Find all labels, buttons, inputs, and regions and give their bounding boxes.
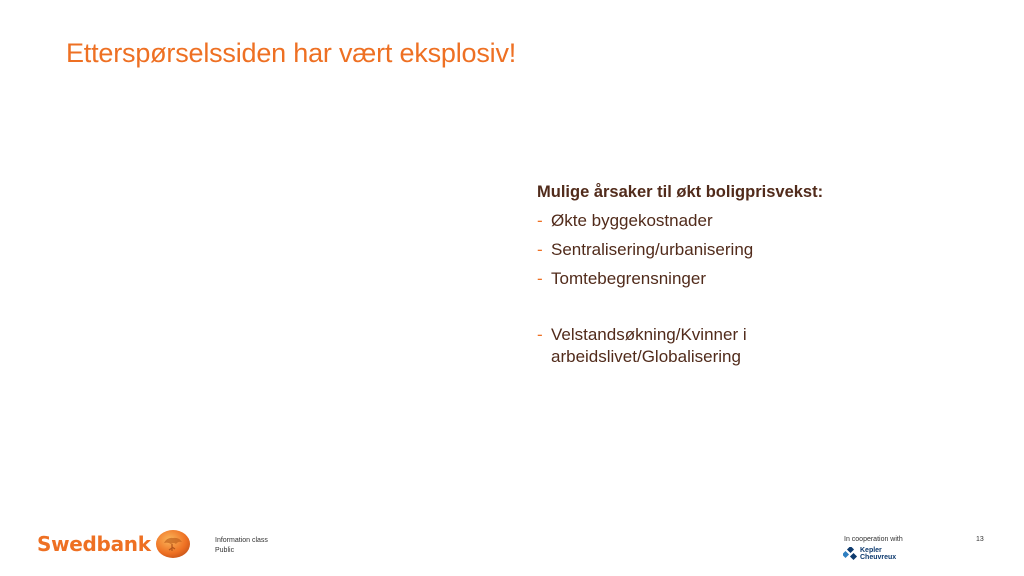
bullet-item: [537, 268, 917, 290]
bullet-dash: -: [537, 325, 543, 344]
slide-title: Etterspørselssiden har vært eksplosiv!: [66, 38, 517, 68]
info-class-value: Public: [215, 547, 235, 554]
content-heading: Mulige årsaker til økt boligprisvekst:: [537, 183, 824, 201]
partner-line-1: Kepler: [860, 547, 882, 554]
bullet-text: Velstandsøkning/Kvinner i arbeidslivet/Globalisering: [551, 325, 747, 366]
bullet-text: Økte byggekostnader: [551, 211, 713, 230]
bullet-item: [537, 210, 917, 232]
bullet-dash: -: [537, 211, 543, 230]
bullet-dash: -: [537, 269, 543, 288]
partner-line-2: Cheuvreux: [860, 554, 897, 561]
kepler-text: [860, 547, 896, 561]
info-class-label: Information class: [215, 537, 268, 544]
logo-text: Swedbank: [37, 532, 151, 556]
bullet-text: Tomtebegrensninger: [551, 269, 706, 288]
bullet-dash: -: [537, 240, 543, 259]
bullet-item: [537, 324, 917, 368]
kepler-cheuvreux-icon: [843, 547, 858, 561]
kepler-cheuvreux-logo: [843, 547, 896, 561]
page-number: 13: [976, 536, 984, 543]
swedbank-oak-tree-icon: [155, 529, 191, 559]
content-box: [537, 181, 917, 375]
cooperation-label: In cooperation with: [844, 536, 903, 543]
bullet-item: [537, 239, 917, 261]
information-class: [215, 536, 268, 556]
swedbank-logo: [37, 527, 191, 561]
bullet-text: Sentralisering/urbanisering: [551, 240, 754, 259]
bullet-list: [537, 210, 917, 368]
